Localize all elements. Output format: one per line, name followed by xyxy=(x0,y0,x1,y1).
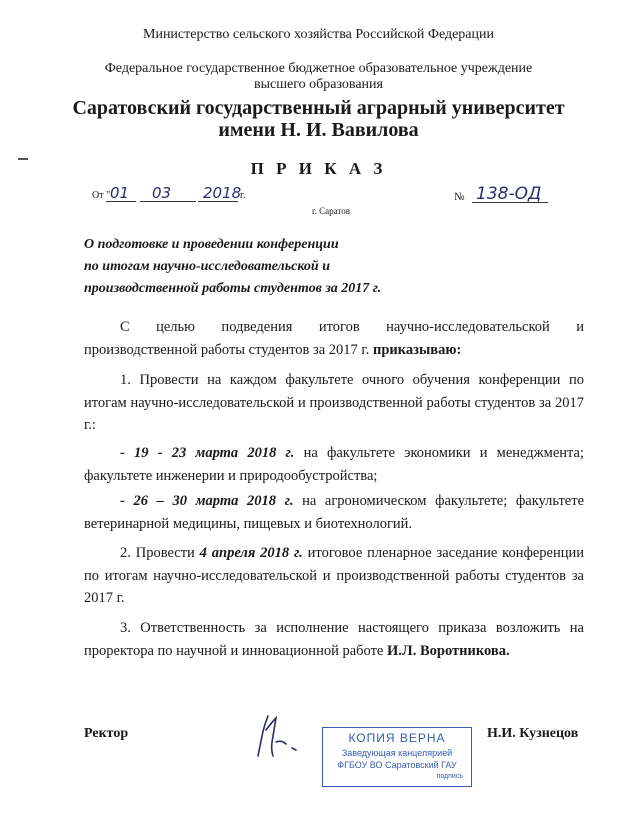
order-number-underline xyxy=(472,202,548,203)
subject-line-1: О подготовке и проведении конференции xyxy=(84,237,339,252)
stamp-organization: ФГБОУ ВО Саратовский ГАУ xyxy=(337,760,457,770)
stamp-signature-label: подпись xyxy=(436,773,463,780)
item-1b-paragraph xyxy=(84,490,584,535)
date-day: 01 xyxy=(110,184,130,202)
preamble-paragraph xyxy=(84,316,584,361)
order-number: 138-ОД xyxy=(476,184,542,204)
university-name-line-1: Саратовский государственный аграрный университет xyxy=(72,97,565,119)
date-month: 03 xyxy=(152,184,172,202)
item-2-paragraph xyxy=(84,542,584,610)
ministry-line: Министерство сельского хозяйства Российской Федерации xyxy=(143,27,494,42)
university-name-line-2: имени Н. И. Вавилова xyxy=(218,119,419,141)
item-2-start: 2. Провести xyxy=(120,545,195,561)
item-1b-text: на агрономическом факультете; факультете ветеринарной медицины, пищевых и биотехнологий. xyxy=(84,493,585,532)
handwritten-signature xyxy=(252,712,300,760)
item-3-paragraph xyxy=(84,617,584,662)
item-1-paragraph: 1. Провести на каждом факультете очного обучения конференции по итогам научно-исследовательской и производственной работы студентов за 2017 г.: xyxy=(84,372,584,433)
institution-line-2: высшего образования xyxy=(254,77,383,92)
preamble-text: С целью подведения итогов научно-исследовательской и производственной работы студентов за 2017 г. xyxy=(84,319,584,358)
subject-line-3: производственной работы студентов за 2017 г. xyxy=(84,281,382,296)
date-month-underline xyxy=(140,201,196,202)
date-day-underline xyxy=(106,201,136,202)
stamp-position: Заведующая канцелярией xyxy=(341,748,453,758)
signatory-position: Ректор xyxy=(84,726,129,741)
date-suffix: г. xyxy=(240,190,246,201)
stamp-title: КОПИЯ ВЕРНА xyxy=(348,731,446,745)
order-number-label: № xyxy=(454,191,465,203)
city: г. Саратов xyxy=(312,206,350,216)
order-keyword: приказываю: xyxy=(373,341,462,358)
subject-line-2: по итогам научно-исследовательской и xyxy=(84,259,330,274)
date-prefix: От " xyxy=(92,190,111,201)
item-1b-dates: - 26 – 30 марта 2018 г. xyxy=(120,493,294,509)
responsible-person: И.Л. Воротникова. xyxy=(387,642,510,659)
item-2-text: итоговое пленарное заседание конференции по итогам научно-исследовательской и производственной работы студентов за 2017 г. xyxy=(84,545,585,606)
item-3-text: 3. Ответственность за исполнение настоящего приказа возложить на проректора по научной и инновационной работе xyxy=(84,620,584,659)
date-year: 2018 xyxy=(203,184,242,202)
item-1a-dates: - 19 - 23 марта 2018 г. xyxy=(120,445,295,461)
signatory-name: Н.И. Кузнецов xyxy=(487,726,579,741)
item-1a-paragraph xyxy=(84,442,584,487)
date-year-underline xyxy=(198,201,238,202)
item-1a-text: на факультете экономики и менеджмента; факультете инженерии и природообустройства; xyxy=(84,445,585,484)
item-2-date: 4 апреля 2018 г. xyxy=(199,545,303,561)
certified-copy-stamp xyxy=(322,727,472,787)
institution-line-1: Федеральное государственное бюджетное образовательное учреждение xyxy=(104,61,533,76)
document-type-title: П Р И К А З xyxy=(250,159,387,178)
